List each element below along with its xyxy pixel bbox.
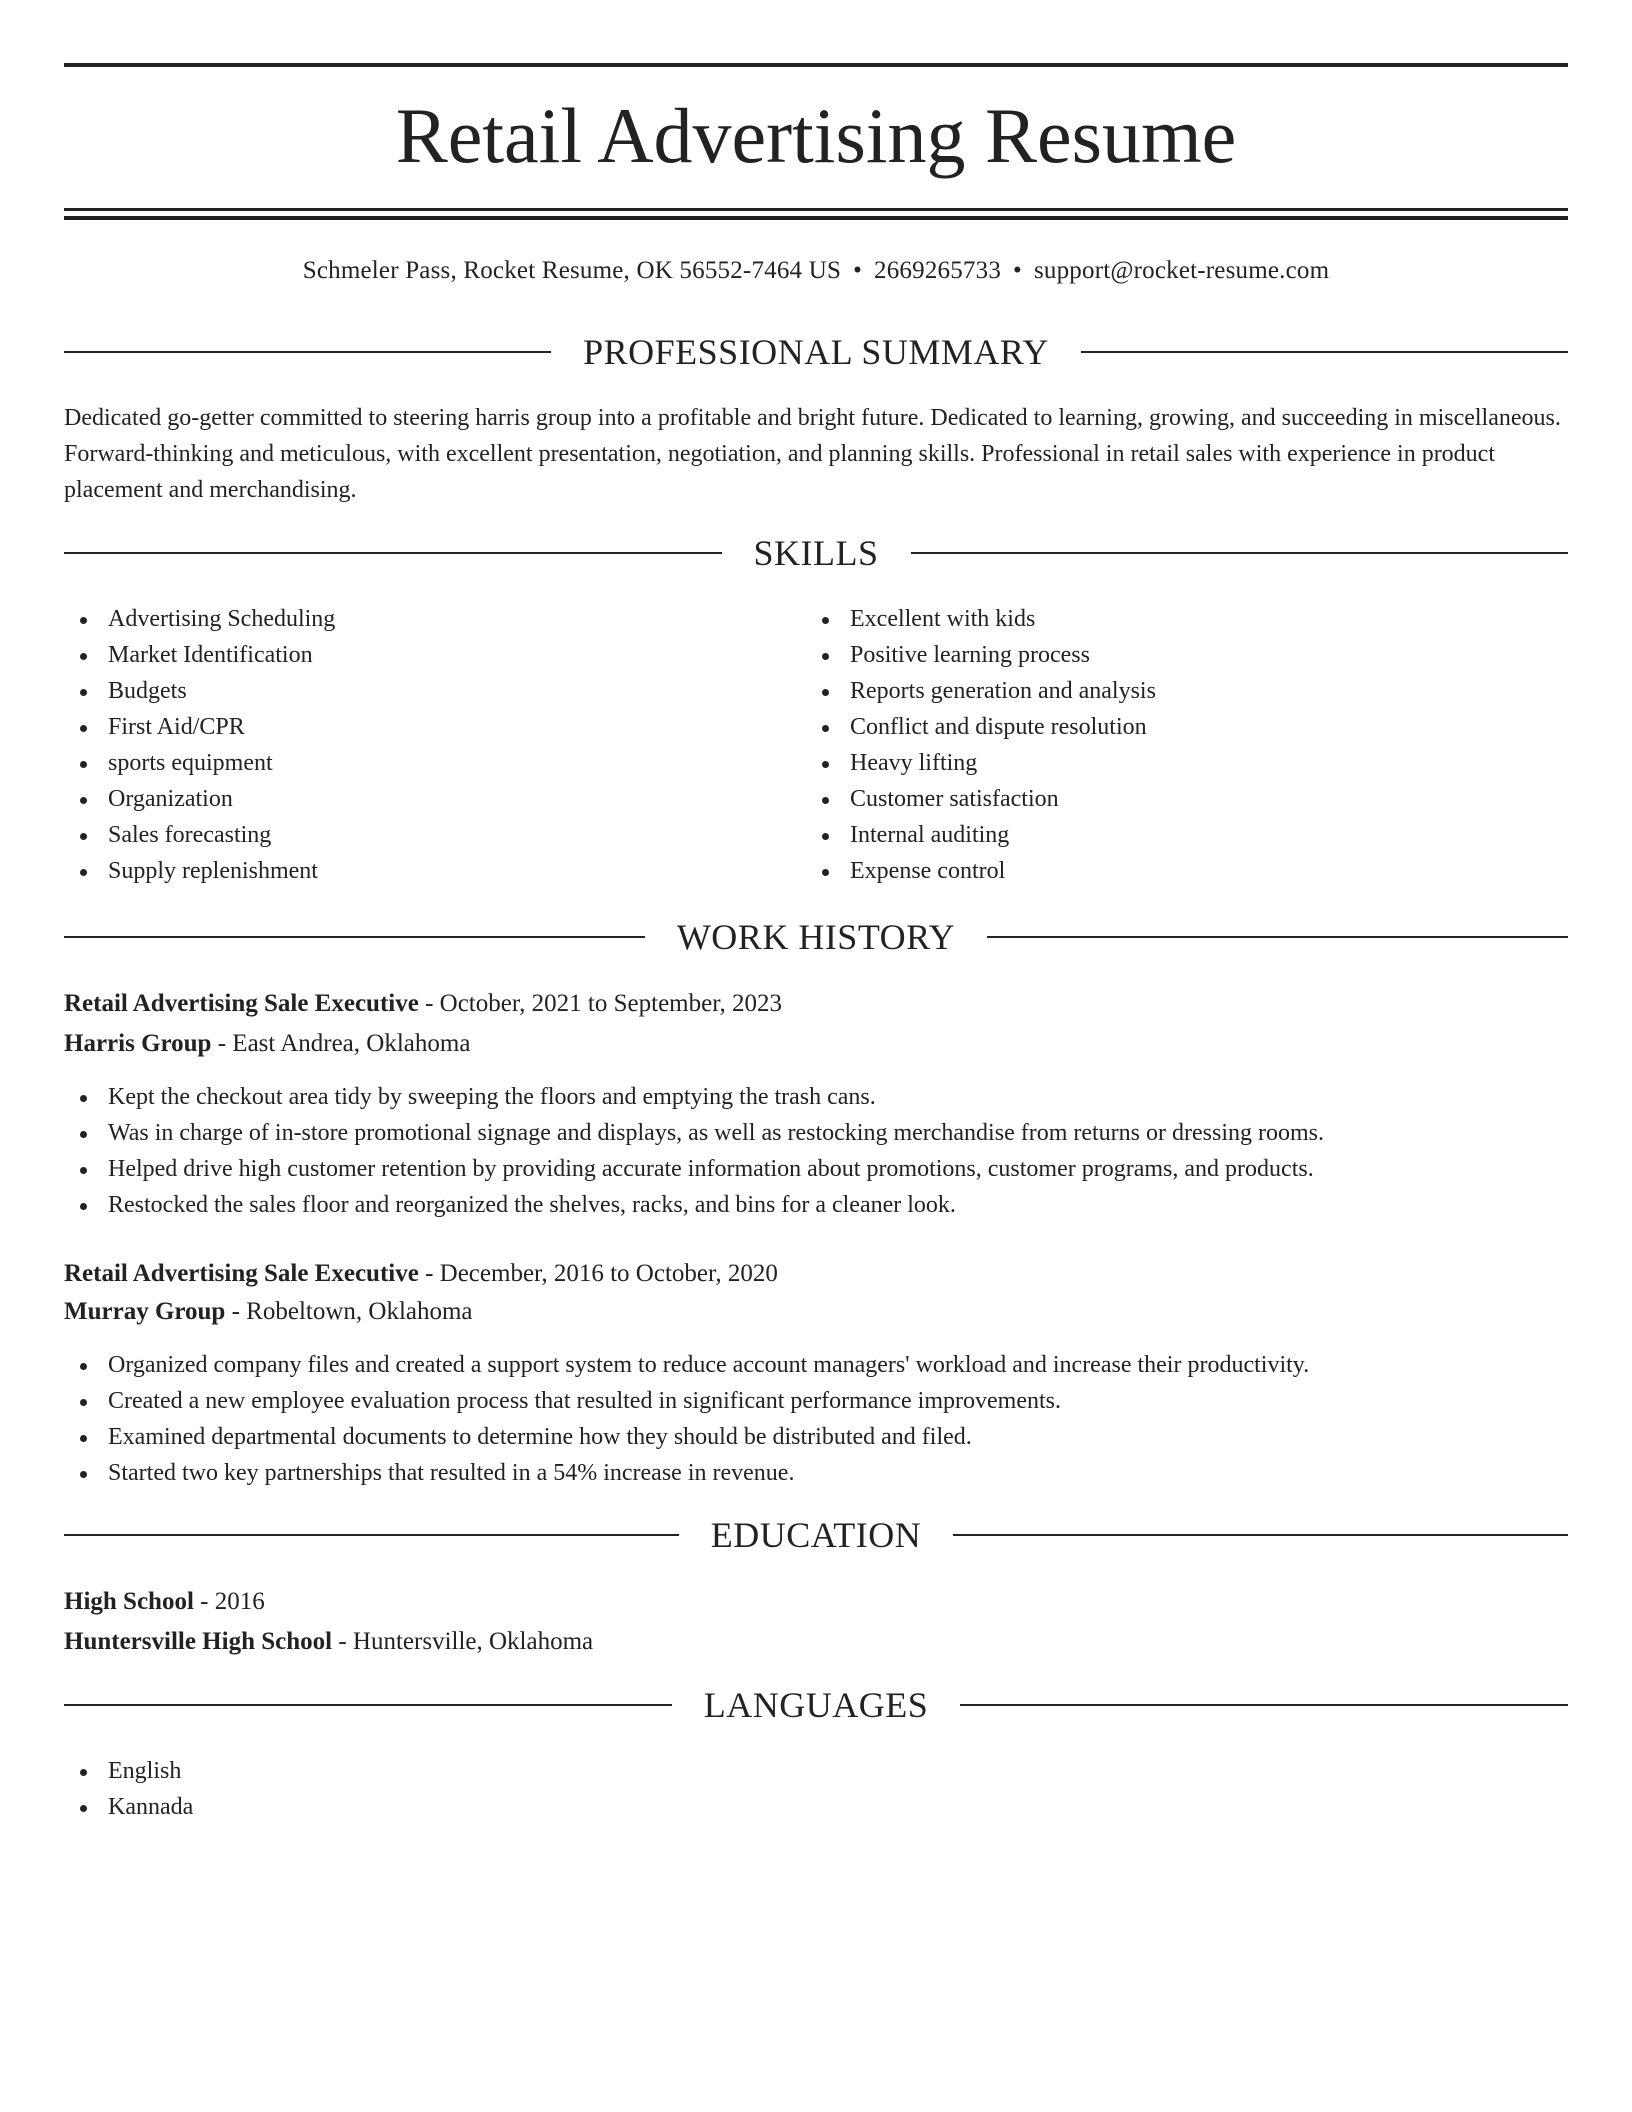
- section-rule-right: [953, 1534, 1568, 1536]
- job-bullet: Was in charge of in-store promotional signage and displays, as well as restocking merchandise from returns or dressing rooms.: [64, 1115, 1568, 1151]
- contact-line: [64, 254, 1568, 288]
- skill-item: Conflict and dispute resolution: [806, 709, 1546, 745]
- section-header-summary: [64, 329, 1568, 375]
- job-title: Retail Advertising Sale Executive: [64, 990, 419, 1017]
- dash: -: [200, 1588, 209, 1615]
- skill-item: Excellent with kids: [806, 601, 1546, 637]
- skill-item: Reports generation and analysis: [806, 673, 1546, 709]
- job-dates: October, 2021 to September, 2023: [439, 990, 783, 1017]
- skill-item: First Aid/CPR: [64, 709, 804, 745]
- job-location: East Andrea, Oklahoma: [232, 1030, 471, 1057]
- contact-separator: •: [853, 257, 863, 284]
- skill-item: Budgets: [64, 673, 804, 709]
- job-bullet: Created a new employee evaluation process that resulted in significant performance improvements.: [64, 1383, 1568, 1419]
- job-title: Retail Advertising Sale Executive: [64, 1260, 419, 1287]
- section-rule-left: [64, 351, 551, 353]
- dash: -: [425, 990, 434, 1017]
- job-company-line: [64, 1025, 1568, 1063]
- job-bullet: Examined departmental documents to determine how they should be distributed and filed.: [64, 1419, 1568, 1455]
- job-title-line: [64, 1255, 1568, 1293]
- skill-item: Market Identification: [64, 637, 804, 673]
- skills-list-right: [806, 601, 1546, 889]
- contact-phone: 2669265733: [874, 257, 1002, 284]
- skill-item: Heavy lifting: [806, 745, 1546, 781]
- job-bullets: [64, 1347, 1568, 1491]
- section-title-work: WORK HISTORY: [676, 917, 956, 957]
- section-rule-left: [64, 552, 722, 554]
- section-rule-right: [911, 552, 1569, 554]
- education-degree: High School: [64, 1588, 194, 1615]
- skill-item: Supply replenishment: [64, 853, 804, 889]
- summary-text: Dedicated go-getter committed to steering harris group into a profitable and bright future. Dedicated to learning, growing, and succeeding in miscellaneous. Forward-thinking and meticulous, with excellent presentation, negotiation, and planning skills. Professional in retail sales with experience in product placement and merchandising.: [64, 405, 1561, 503]
- skill-item: Organization: [64, 781, 804, 817]
- section-rule-right: [960, 1704, 1568, 1706]
- education-school: Huntersville High School: [64, 1628, 333, 1655]
- education-year: 2016: [214, 1588, 265, 1615]
- education-location: Huntersville, Oklahoma: [352, 1628, 594, 1655]
- job-location: Robeltown, Oklahoma: [246, 1298, 473, 1325]
- job-title-line: [64, 985, 1568, 1023]
- skill-item: Sales forecasting: [64, 817, 804, 853]
- language-item: Kannada: [64, 1789, 804, 1825]
- skill-item: Advertising Scheduling: [64, 601, 804, 637]
- resume-title: Retail Advertising Resume: [395, 92, 1237, 179]
- dash: -: [217, 1030, 227, 1057]
- skill-item: Internal auditing: [806, 817, 1546, 853]
- job-company-line: [64, 1293, 1568, 1331]
- section-title-skills: SKILLS: [753, 533, 879, 573]
- language-item: English: [64, 1753, 804, 1789]
- job-bullet: Restocked the sales floor and reorganized the shelves, racks, and bins for a cleaner look.: [64, 1187, 1568, 1223]
- contact-email: support@rocket-resume.com: [1033, 257, 1330, 284]
- skill-item: Positive learning process: [806, 637, 1546, 673]
- contact-separator: •: [1013, 257, 1022, 284]
- section-rule-left: [64, 1704, 672, 1706]
- section-header-education: [64, 1512, 1568, 1558]
- dash: -: [338, 1628, 347, 1655]
- section-header-work: [64, 914, 1568, 960]
- section-header-languages: [64, 1682, 1568, 1728]
- section-rule-left: [64, 1534, 679, 1536]
- job-bullet: Kept the checkout area tidy by sweeping the floors and emptying the trash cans.: [64, 1079, 1568, 1115]
- job-company: Murray Group: [64, 1298, 226, 1325]
- section-rule-right: [1081, 351, 1568, 353]
- section-rule-left: [64, 936, 645, 938]
- dash: -: [425, 1260, 434, 1287]
- job-bullets: [64, 1079, 1568, 1223]
- skill-item: Expense control: [806, 853, 1546, 889]
- section-title-summary: PROFESSIONAL SUMMARY: [583, 332, 1049, 372]
- job-bullet: Started two key partnerships that resulted in a 54% increase in revenue.: [64, 1455, 1568, 1491]
- job-company: Harris Group: [64, 1030, 212, 1057]
- skills-list-left: [64, 601, 804, 889]
- dash: -: [231, 1298, 240, 1325]
- job-bullet: Helped drive high customer retention by providing accurate information about promotions, customer programs, and products.: [64, 1151, 1568, 1187]
- contact-address: Schmeler Pass, Rocket Resume, OK 56552-7464 US: [302, 257, 842, 284]
- skill-item: Customer satisfaction: [806, 781, 1546, 817]
- top-rule: [64, 63, 1568, 67]
- title-rule-upper: [64, 208, 1568, 211]
- section-title-education: EDUCATION: [710, 1515, 922, 1555]
- skill-item: sports equipment: [64, 745, 804, 781]
- section-rule-right: [987, 936, 1568, 938]
- title-rule-lower: [64, 216, 1568, 220]
- languages-list: [64, 1753, 804, 1825]
- section-title-languages: LANGUAGES: [703, 1685, 929, 1725]
- education-school-line: [64, 1623, 1568, 1661]
- job-bullet: Organized company files and created a support system to reduce account managers' workload and increase their productivity.: [64, 1347, 1568, 1383]
- section-header-skills: [64, 530, 1568, 576]
- education-degree-line: [64, 1583, 1568, 1621]
- job-dates: December, 2016 to October, 2020: [439, 1260, 778, 1287]
